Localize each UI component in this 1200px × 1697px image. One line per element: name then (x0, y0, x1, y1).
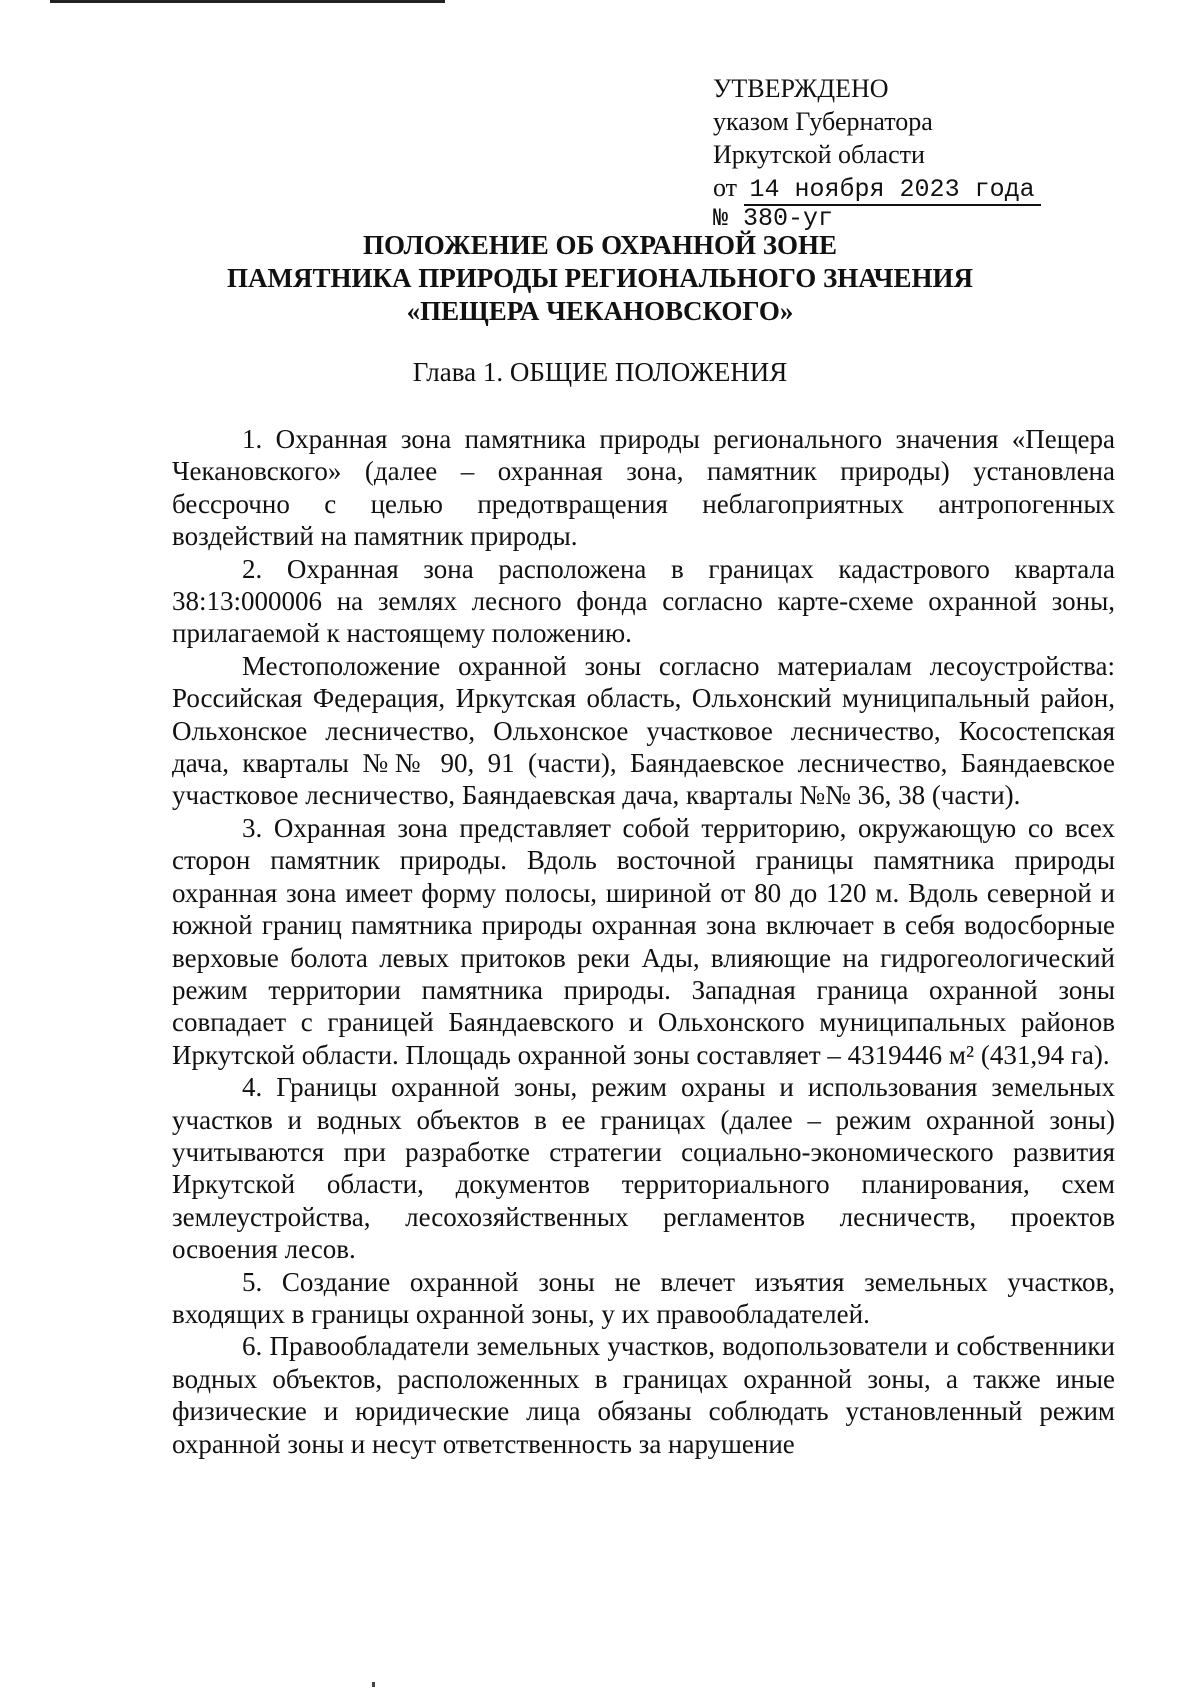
chapter-heading: Глава 1. ОБЩИЕ ПОЛОЖЕНИЯ (412, 357, 788, 387)
paragraph-location: Местоположение охранной зоны согласно материалам лесоустройства: Российская Федерация, Иркутская область, Ольхонский муниципальный район, Ольхонское лесничество, Ольхонское участковое лесничество, Косостепская дача, кварталы №№ 90, 91 (части), Баяндаевское лесничество, Баяндаевское участковое лесничество, Баяндаевская дача, кварталы №№ 36, 38 (части). (172, 650, 1115, 811)
paragraph-3: 3. Охранная зона представляет собой территорию, окружающую со всех сторон памятник природы. Вдоль восточной границы памятника природы охранная зона имеет форму полосы, шириной от 80 до 120 м. Вдоль северной и южной границ памятника природы охранная зона включает в себя водосборные верховые болота левых притоков реки Ады, влияющие на гидрогеологический режим территории памятника природы. Западная граница охранной зоны совпадает с границей Баяндаевского и Ольхонского муниципальных районов Иркутской области. Площадь охранной зоны составляет – 4319446 м² (431,94 га). (172, 812, 1115, 1070)
approval-block (713, 72, 1073, 232)
approval-date-line (713, 171, 1073, 206)
approval-number: № 380-уг (713, 204, 834, 233)
scan-artifact-dot (372, 1682, 375, 1687)
document-title (170, 229, 1030, 328)
scan-artifact-line (50, 0, 445, 3)
title-line-2: ПАМЯТНИКА ПРИРОДЫ РЕГИОНАЛЬНОГО ЗНАЧЕНИЯ (226, 263, 974, 293)
title-line-1: ПОЛОЖЕНИЕ ОБ ОХРАННОЙ ЗОНЕ (362, 230, 838, 260)
approval-region: Иркутской области (713, 140, 925, 169)
document-body (172, 423, 1115, 1460)
paragraph-6: 6. Правообладатели земельных участков, водопользователи и собственники водных объектов, расположенных в границах охранной зоны, а также иные физические и юридические лица обязаны соблюдать установленный режим охранной зоны и несут ответственность за нарушение (172, 1331, 1115, 1459)
approval-decree: указом Губернатора (713, 107, 933, 136)
paragraph-2: 2. Охранная зона расположена в границах кадастрового квартала 38:13:000006 на землях лесного фонда согласно карте-схеме охранной зоны, прилагаемой к настоящему положению. (172, 553, 1115, 649)
approval-heading: УТВЕРЖДЕНО (713, 74, 889, 103)
paragraph-4: 4. Границы охранной зоны, режим охраны и использования земельных участков и водных объектов в ее границах (далее – режим охранной зоны) учитываются при разработке стратегии социально-экономического развития Иркутской области, документов территориального планирования, схем землеустройства, лесохозяйственных регламентов лесничеств, проектов освоения лесов. (172, 1072, 1115, 1265)
paragraph-1: 1. Охранная зона памятника природы регионального значения «Пещера Чекановского» (далее – охранная зона, памятник природы) установлена бессрочно с целью предотвращения неблагоприятных антропогенных воздействий на памятник природы. (172, 424, 1115, 552)
approval-date-prefix: от (713, 173, 738, 202)
approval-date: 14 ноября 2023 года (744, 176, 1041, 206)
paragraph-5: 5. Создание охранной зоны не влечет изъятия земельных участков, входящих в границы охранной зоны, у их правообладателей. (172, 1266, 1115, 1329)
title-line-3: «ПЕЩЕРА ЧЕКАНОВСКОГО» (406, 296, 794, 326)
